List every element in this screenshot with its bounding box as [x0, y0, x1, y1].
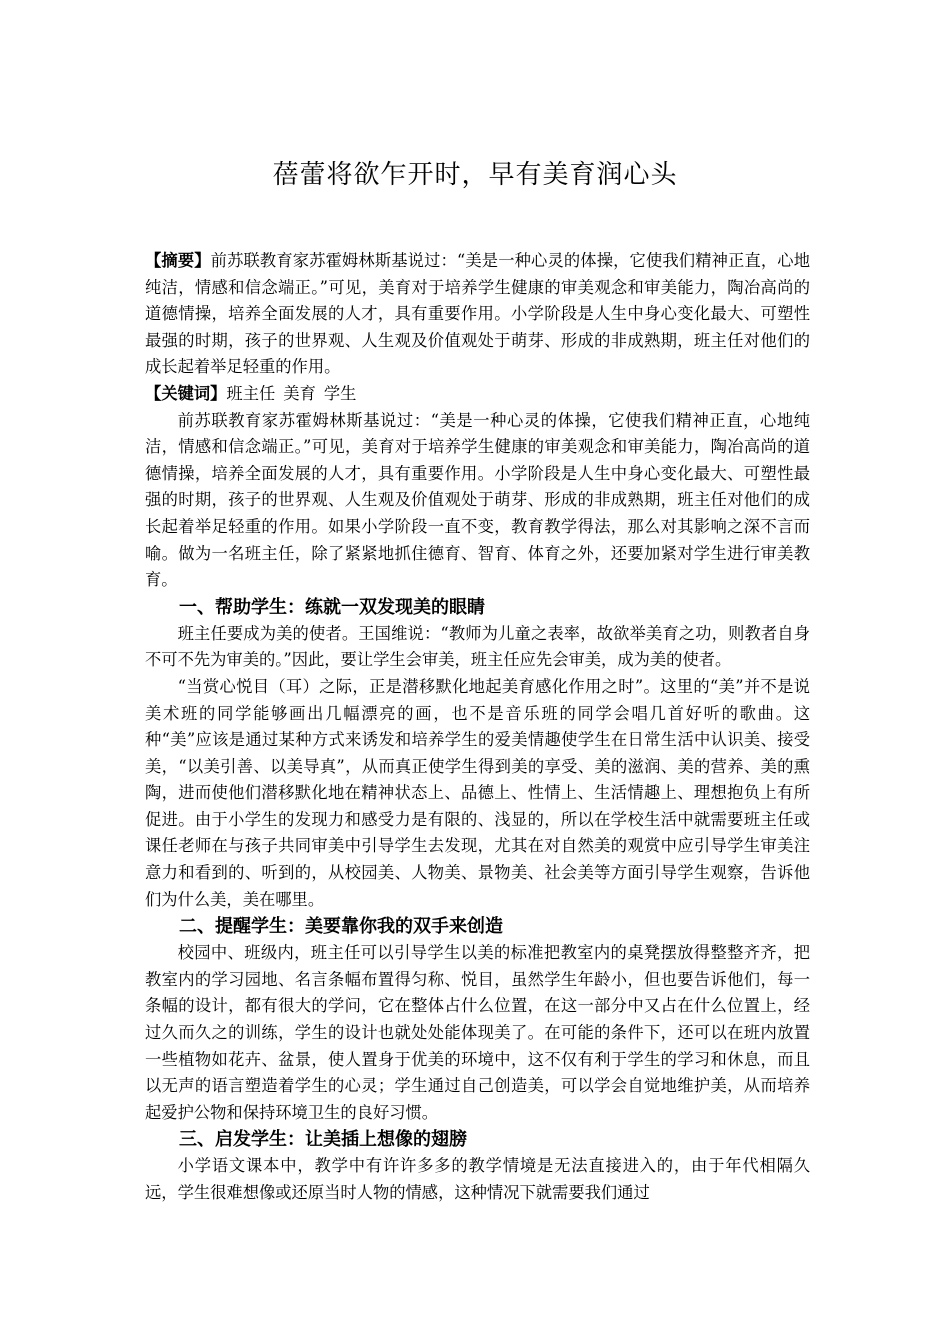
- body-paragraph: 小学语文课本中，教学中有许许多多的教学情境是无法直接进入的，由于年代相隔久远，学生很难想像或还原当时人物的情感，这种情况下就需要我们通过: [145, 1156, 810, 1202]
- document-body: [145, 248, 810, 1207]
- keyword-item: 美育: [283, 383, 316, 403]
- keywords-label: 【关键词】: [145, 383, 227, 403]
- abstract-text: 前苏联教育家苏霍姆林斯基说过：“美是一种心灵的体操，它使我们精神正直，心地纯洁，情感和信念端正。”可见，美育对于培养学生健康的审美观念和审美能力，陶冶高尚的道德情操，培养全面发展的人才，具有重要作用。小学阶段是人生中身心变化最大、可塑性最强的时期，孩子的世界观、人生观及价值观处于萌芽、形成的非成熟期，班主任对他们的成长起着举足轻重的作用。: [145, 251, 810, 377]
- keywords-line: [145, 381, 810, 408]
- body-paragraph: 校园中、班级内，班主任可以引导学生以美的标准把教室内的桌凳摆放得整整齐齐，把教室内的学习园地、名言条幅布置得匀称、悦目，虽然学生年龄小，但也要告诉他们，每一条幅的设计，都有很大的学问，它在整体占什么位置，在这一部分中又占在什么位置上，经过久而久之的训练，学生的设计也就处处能体现美了。在可能的条件下，还可以在班内放置一些植物如花卉、盆景，使人置身于优美的环境中，这不仅有利于学生的学习和休息，而且以无声的语言塑造着学生的心灵；学生通过自己创造美，可以学会自觉地维护美，从而培养起爱护公物和保持环境卫生的良好习惯。: [145, 943, 810, 1122]
- section-heading: 三、启发学生：让美插上想像的翅膀: [179, 1129, 467, 1151]
- body-paragraph: 班主任要成为美的使者。王国维说：“教师为儿童之表率，故欲举美育之功，则教者自身不可不先为审美的。”因此，要让学生会审美，班主任应先会审美，成为美的使者。: [145, 623, 810, 670]
- keyword-item: 班主任: [226, 383, 276, 403]
- section-heading: 二、提醒学生：美要靠你我的双手来创造: [179, 916, 503, 938]
- section-heading: 一、帮助学生：练就一双发现美的眼睛: [179, 596, 485, 618]
- page-title: 蓓蕾将欲乍开时，早有美育润心头: [272, 160, 678, 190]
- body-paragraph: “当赏心悦目（耳）之际，正是潜移默化地起美育感化作用之时”。这里的“美”并不是说美术班的同学能够画出几幅漂亮的画，也不是音乐班的同学会唱几首好听的歌曲。这种“美”应该是通过某种方式来诱发和培养学生的爱美情趣使学生在日常生活中认识美、接受美，“以美引善、以美导真”，从而真正使学生得到美的享受、美的滋润、美的营养、美的熏陶，进而使他们潜移默化地在精神状态上、品德上、性情上、生活情趣上、理想抱负上有所促进。由于小学生的发现力和感受力是有限的、浅显的，所以在学校生活中就需要班主任或课任老师在与孩子共同审美中引导学生去发现，尤其在对自然美的观赏中应引导学生审美注意力和看到的、听到的，从校园美、人物美、景物美、社会美等方面引导学生观察，告诉他们为什么美，美在哪里。: [145, 676, 810, 909]
- keyword-item: 学生: [323, 383, 357, 403]
- intro-paragraph: 前苏联教育家苏霍姆林斯基说过：“美是一种心灵的体操，它使我们精神正直，心地纯洁，情感和信念端正。”可见，美育对于培养学生健康的审美观念和审美能力，陶冶高尚的道德情操，培养全面发展的人才，具有重要作用。小学阶段是人生中身心变化最大、可塑性最强的时期，孩子的世界观、人生观及价值观处于萌芽、形成的非成熟期，班主任对他们的成长起着举足轻重的作用。如果小学阶段一直不变，教育教学得法，那么对其影响之深不言而喻。做为一名班主任，除了紧紧地抓住德育、智育、体育之外，还要加紧对学生进行审美教育。: [145, 410, 810, 590]
- abstract-label: 【摘要】: [145, 251, 211, 270]
- abstract-paragraph: [145, 248, 810, 381]
